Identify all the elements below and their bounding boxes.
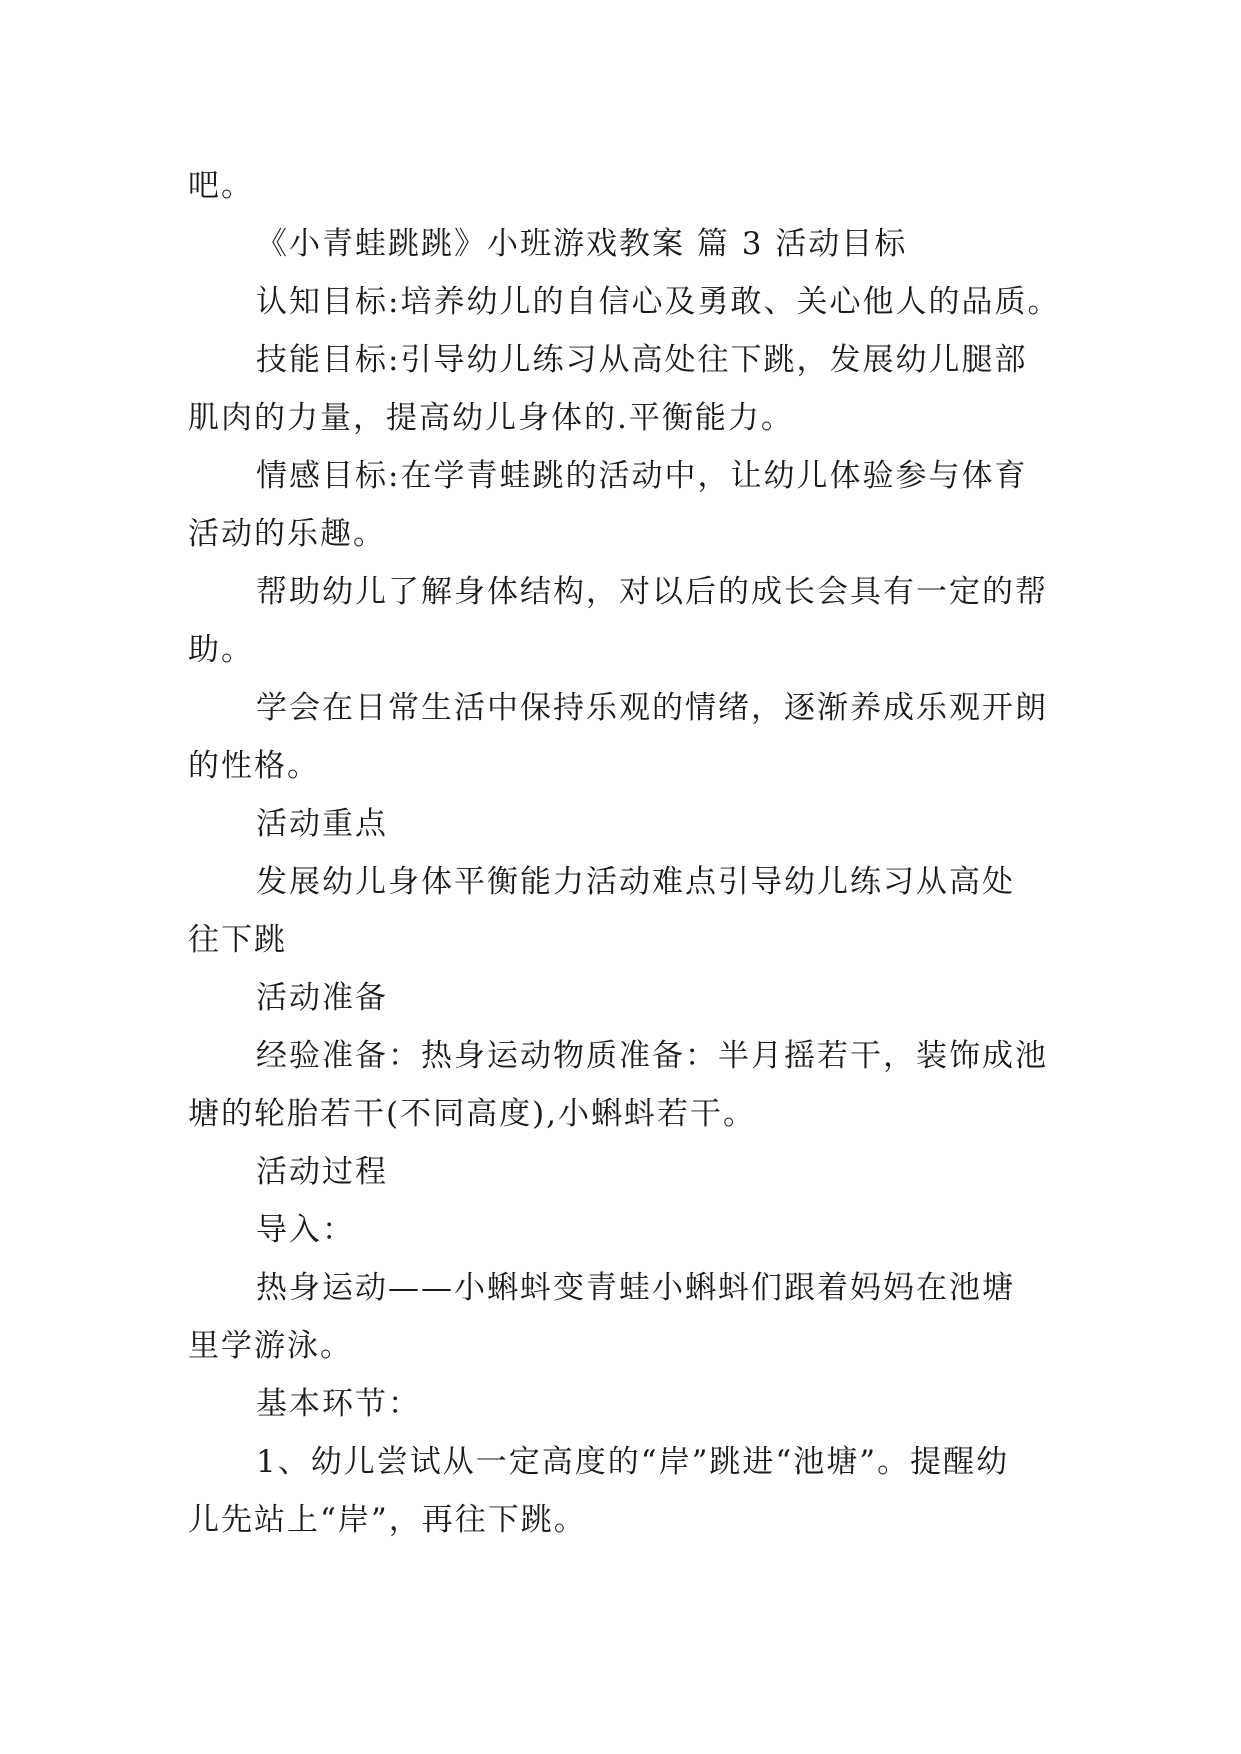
text-line: 经验准备：热身运动物质准备：半月摇若干，装饰成池 [256, 1038, 1048, 1074]
text-line: 助。 [188, 632, 254, 668]
text-line: 往下跳 [188, 922, 287, 958]
text-line: 的性格。 [188, 748, 320, 784]
text-line: 情感目标:在学青蛙跳的活动中，让幼儿体验参与体育 [256, 458, 1028, 494]
text-line: 肌肉的力量，提高幼儿身体的.平衡能力。 [188, 400, 794, 436]
text-line: 热身运动——小蝌蚪变青蛙小蝌蚪们跟着妈妈在池塘 [256, 1270, 1015, 1306]
text-line: 1、幼儿尝试从一定高度的“岸”跳进“池塘”。提醒幼 [256, 1444, 1010, 1480]
text-line: 技能目标:引导幼儿练习从高处往下跳，发展幼儿腿部 [256, 342, 1028, 378]
text-line: 发展幼儿身体平衡能力活动难点引导幼儿练习从高处 [256, 864, 1015, 900]
section-heading: 《小青蛙跳跳》小班游戏教案 篇 3 活动目标 [256, 226, 908, 262]
text-line: 吧。 [188, 168, 254, 204]
subheading: 活动过程 [256, 1154, 388, 1190]
subheading: 活动准备 [256, 980, 388, 1016]
text-line: 导入： [256, 1212, 355, 1248]
subheading: 活动重点 [256, 806, 388, 842]
text-line: 里学游泳。 [188, 1328, 353, 1364]
text-line: 基本环节： [256, 1386, 421, 1422]
text-line: 塘的轮胎若干(不同高度),小蝌蚪若干。 [188, 1096, 757, 1132]
text-line: 学会在日常生活中保持乐观的情绪，逐渐养成乐观开朗 [256, 690, 1048, 726]
text-line: 帮助幼儿了解身体结构，对以后的成长会具有一定的帮 [256, 574, 1048, 610]
text-line: 儿先站上“岸”，再往下跳。 [188, 1502, 587, 1538]
text-line: 认知目标:培养幼儿的自信心及勇敢、关心他人的品质。 [256, 284, 1061, 320]
text-line: 活动的乐趣。 [188, 516, 386, 552]
